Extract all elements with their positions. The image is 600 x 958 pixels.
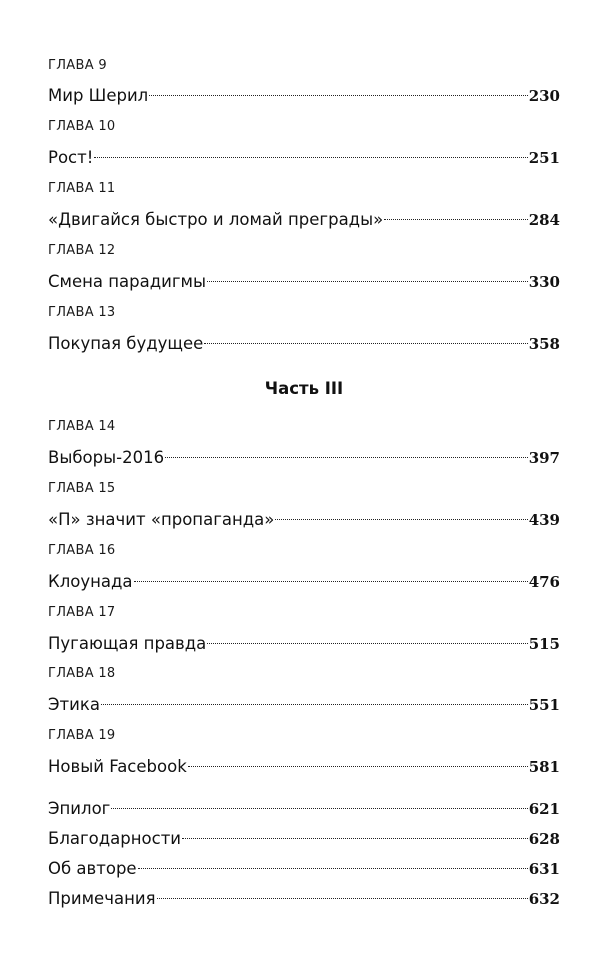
page-number: 515 [528, 635, 560, 653]
dot-leader [275, 497, 527, 520]
entry-title: Новый Facebook [48, 757, 187, 776]
chapter-label: ГЛАВА 13 [48, 305, 116, 320]
entry-title: Эпилог [48, 799, 111, 818]
entry-title: Об авторе [48, 859, 137, 878]
toc-entry[interactable] [48, 440, 560, 469]
toc-entry[interactable] [48, 626, 560, 655]
page-number: 230 [528, 87, 560, 105]
chapter-label: ГЛАВА 16 [48, 543, 116, 558]
entry-title: Благодарности [48, 829, 182, 848]
chapter-label: ГЛАВА 9 [48, 58, 107, 73]
entry-title: Рост! [48, 148, 94, 167]
chapter-label: ГЛАВА 19 [48, 728, 116, 743]
toc-entry[interactable] [48, 502, 560, 531]
chapter-label: ГЛАВА 17 [48, 605, 116, 620]
entry-title: Клоунада [48, 572, 133, 591]
chapter-label: ГЛАВА 10 [48, 119, 116, 134]
page-number: 330 [528, 273, 560, 291]
toc-entry[interactable] [48, 749, 560, 778]
chapter-label: ГЛАВА 18 [48, 666, 116, 681]
entry-title: Примечания [48, 889, 156, 908]
dot-leader [94, 135, 527, 158]
toc-page [48, 0, 560, 958]
page-number: 621 [528, 800, 560, 818]
page-number: 284 [528, 211, 560, 229]
page-number: 476 [528, 573, 560, 591]
entry-title: Выборы-2016 [48, 448, 165, 467]
toc-entry[interactable] [48, 202, 560, 231]
dot-leader [149, 73, 527, 96]
dot-leader [134, 559, 528, 582]
page-number: 358 [528, 335, 560, 353]
page-number: 632 [528, 890, 560, 908]
page-number: 251 [528, 149, 560, 167]
dot-leader [138, 846, 528, 869]
entry-title: Мир Шерил [48, 86, 149, 105]
dot-leader [207, 621, 527, 644]
dot-leader [157, 876, 528, 899]
dot-leader [165, 435, 528, 458]
dot-leader [207, 259, 528, 282]
dot-leader [188, 744, 528, 767]
page-number: 581 [528, 758, 560, 776]
chapter-label: ГЛАВА 11 [48, 181, 116, 196]
dot-leader [182, 816, 528, 839]
part-heading: Часть III [264, 379, 344, 398]
page-number: 551 [528, 696, 560, 714]
page-number: 628 [528, 830, 560, 848]
entry-title: «П» значит «пропаганда» [48, 510, 275, 529]
chapter-label: ГЛАВА 14 [48, 419, 116, 434]
toc-entry[interactable] [48, 326, 560, 355]
chapter-label: ГЛАВА 12 [48, 243, 116, 258]
chapter-label: ГЛАВА 15 [48, 481, 116, 496]
entry-title: «Двигайся быстро и ломай преграды» [48, 210, 384, 229]
entry-title: Этика [48, 695, 100, 714]
page-number: 439 [528, 511, 560, 529]
toc-entry[interactable] [48, 140, 560, 169]
dot-leader [101, 682, 528, 705]
entry-title: Покупая будущее [48, 334, 204, 353]
page-number: 397 [528, 449, 560, 467]
entry-title: Пугающая правда [48, 634, 207, 653]
dot-leader [384, 197, 527, 220]
entry-title: Смена парадигмы [48, 272, 207, 291]
toc-entry[interactable] [48, 264, 560, 293]
toc-entry[interactable] [48, 687, 560, 716]
dot-leader [111, 786, 527, 809]
toc-entry[interactable] [48, 564, 560, 593]
page-number: 631 [528, 860, 560, 878]
dot-leader [204, 321, 527, 344]
toc-entry-notes[interactable] [48, 881, 560, 910]
toc-entry[interactable] [48, 78, 560, 107]
